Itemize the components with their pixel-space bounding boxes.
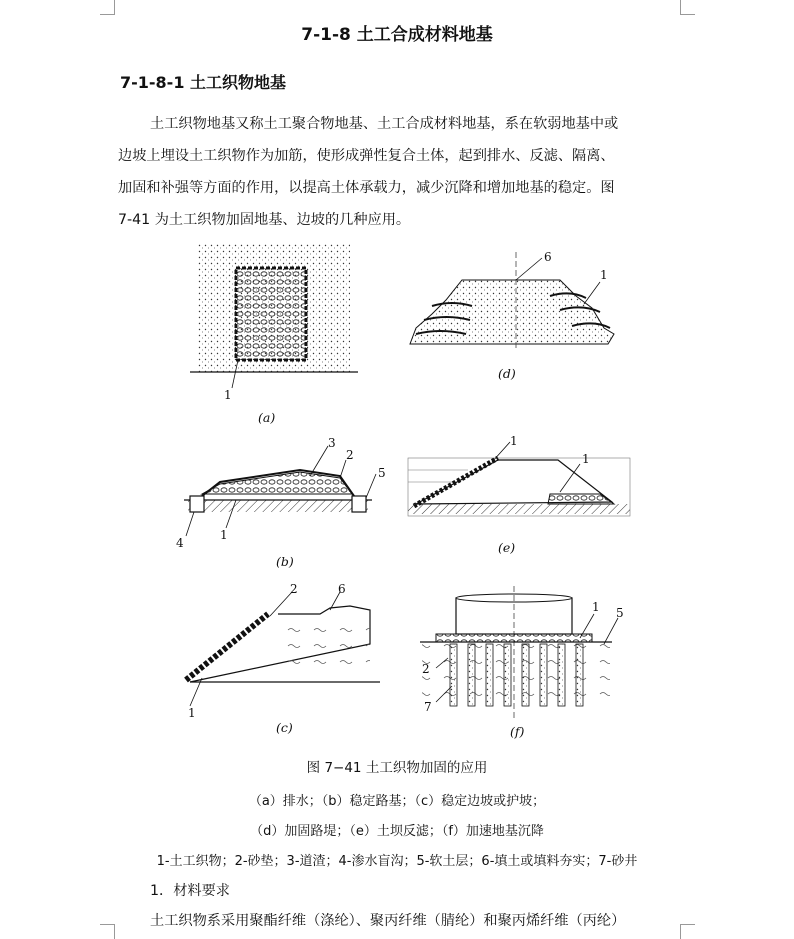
figure-7-41 <box>176 238 640 748</box>
paragraph-line: 土工织物地基又称土工聚合物地基、土工合成材料地基，系在软弱地基中或 <box>150 116 619 132</box>
list-item-material-requirements: 1．材料要求 <box>150 883 230 899</box>
caption-line-3: （d）加固路堤；（e）土坝反滤；（f）加速地基沉降 <box>250 824 544 839</box>
paragraph-line: 7-41 为土工织物加固地基、边坡的几种应用。 <box>118 212 411 228</box>
callout-c-1: 1 <box>188 706 196 720</box>
sublabel-b: (b) <box>276 554 294 569</box>
callout-f-1: 1 <box>592 600 600 614</box>
diagram-e <box>408 442 630 516</box>
section-title: 7-1-8 土工合成材料地基 <box>301 25 493 45</box>
caption-line-2: （a）排水；（b）稳定路基；（c）稳定边坡或护坡； <box>248 794 546 809</box>
callout-f-5: 5 <box>616 606 624 620</box>
diagram-a <box>190 244 358 388</box>
callout-c-2: 2 <box>290 582 298 596</box>
subsection-title: 7-1-8-1 土工织物地基 <box>120 73 287 92</box>
callout-b-2: 2 <box>346 448 354 462</box>
callout-d-6: 6 <box>544 250 552 264</box>
callout-b-4: 4 <box>176 536 184 550</box>
callout-f-7: 7 <box>424 700 432 714</box>
figure-caption: 图 7−41 土工织物加固的应用 <box>306 760 488 776</box>
callout-a-1: 1 <box>224 388 232 402</box>
paragraph-line: 边坡上埋设土工织物作为加筋，使形成弹性复合土体，起到排水、反滤、隔离、 <box>118 148 615 164</box>
crop-mark-top-left <box>100 0 115 15</box>
callout-e-1-right: 1 <box>582 452 590 466</box>
diagram-d <box>410 252 614 350</box>
sublabel-a: (a) <box>258 410 276 425</box>
callout-b-3: 3 <box>328 436 336 450</box>
callout-b-1: 1 <box>220 528 228 542</box>
sublabel-f: (f) <box>510 724 525 739</box>
sublabel-e: (e) <box>498 540 516 555</box>
callout-f-2: 2 <box>422 662 430 676</box>
diagram-f <box>420 586 618 718</box>
caption-legend: 1-土工织物；2-砂垫；3-道渣；4-渗水盲沟；5-软土层；6-填土或填料夯实；7-砂井 <box>156 854 638 869</box>
crop-mark-top-right <box>680 0 695 15</box>
diagram-c <box>186 592 380 706</box>
sublabel-c: (c) <box>276 720 293 735</box>
paragraph-line: 加固和补强等方面的作用，以提高土体承载力，减少沉降和增加地基的稳定。图 <box>118 180 615 196</box>
figure-drawing <box>180 238 640 748</box>
crop-mark-bottom-left <box>100 924 115 939</box>
body-paragraph <box>118 108 678 236</box>
callout-e-1-left: 1 <box>510 434 518 448</box>
callout-d-1: 1 <box>600 268 608 282</box>
body-text-line: 土工织物系采用聚酯纤维（涤纶）、聚丙纤维（腈纶）和聚丙烯纤维（丙纶） <box>150 913 626 929</box>
callout-c-6: 6 <box>338 582 346 596</box>
crop-mark-bottom-right <box>680 924 695 939</box>
sublabel-d: (d) <box>498 366 516 381</box>
callout-b-5: 5 <box>378 466 386 480</box>
